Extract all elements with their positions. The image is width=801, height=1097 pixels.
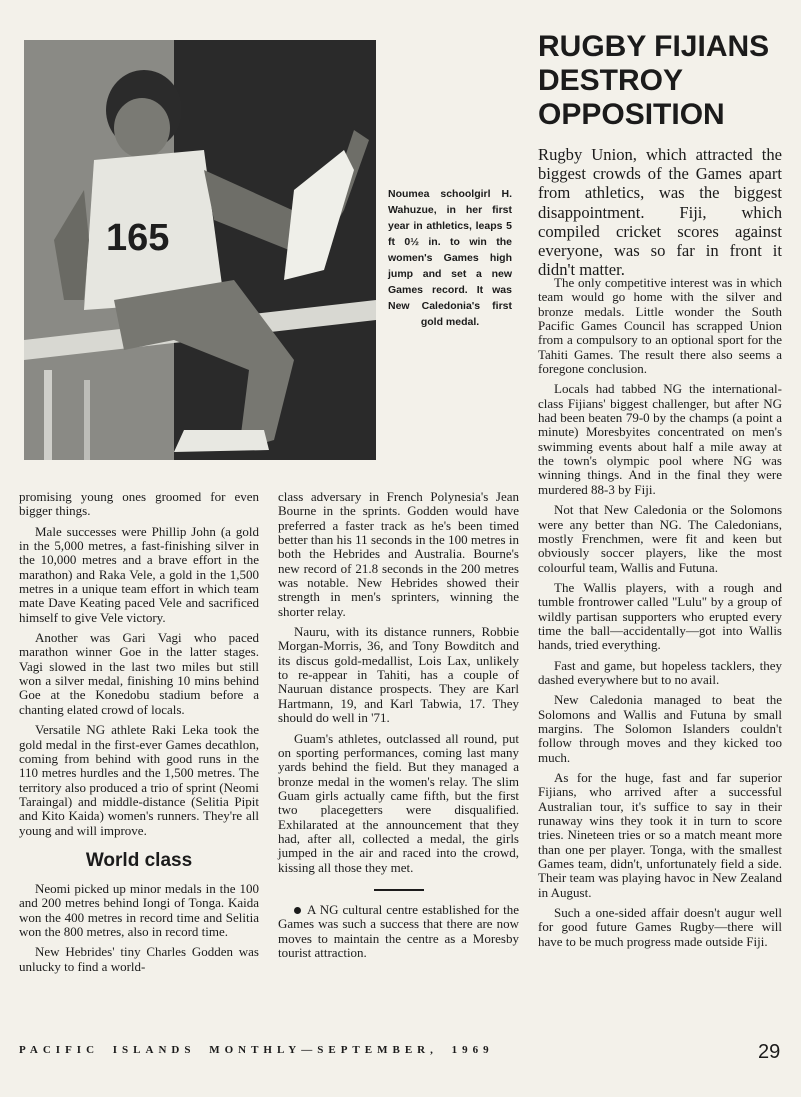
bullet-icon	[294, 907, 301, 914]
paragraph: Versatile NG athlete Raki Leka took the gold medal in the first-ever Games decathlon, coming from behind with good runs in the 110 metres hurdles and the 1,500 metres. The territory also produced a trio of sprint (Neomi Taraingal) and middle-distance (Selitia Pipit and Kito Kaida) women's runners. They're all young and will improve.	[19, 722, 259, 838]
athlete-photo	[24, 40, 376, 460]
paragraph: class adversary in French Polynesia's Jean Bourne in the sprints. Godden would have preferred a faster track as he's been timed better than his 11 seconds in the 100 metres in both the Hebrides and Australia. Bourne's new record of 21.8 seconds in the 200 metres was notable. New Hebrides showed their strength in men's sprinters, winning the shorter relay.	[278, 489, 519, 619]
page-number: 29	[758, 1041, 781, 1063]
paragraph: Locals had tabbed NG the international-class Fijians' biggest challenger, but after NG had been beaten 79-0 by the champs (a point a minute) Moresbyites concentrated on men's swimming events about half a mile away at the town's olympic pool where NG was winning things. And in the final they were murdered 88-3 by Fiji.	[538, 381, 782, 497]
high-jump-photo-image	[24, 40, 376, 460]
paragraph: As for the huge, fast and far superior Fijians, who arrived after a successful Australian tour, it's suffice to say in their runaway wins they took it in turn to score tries. Nineteen tries or so a match meant more than one per player. Tonga, with the smallest Games team, didn't, unfortunately field a side. Their team was playing havoc in New Zealand in August.	[538, 770, 782, 900]
column-2	[278, 490, 519, 966]
paragraph: Male successes were Phillip John (a gold in the 5,000 metres, a fast-finishing silver in the 10,000 metres and a brave effort in the marathon) and Raka Vele, a gold in the 1,500 metres in a unique team effort in which team mate Dave Keating paced Vele and sacrificed himself to give Vele victory.	[19, 523, 259, 625]
column-3	[538, 276, 782, 955]
headline: RUGBY FIJIANS DESTROY OPPOSITION	[538, 30, 770, 131]
paragraph: New Caledonia managed to beat the Solomons and Wallis and Futuna by small margins. The Solomon Islanders couldn't follow through moves and they kicked too much.	[538, 692, 782, 765]
paragraph: Nauru, with its distance runners, Robbie Morgan-Morris, 36, and Tony Bowditch and its discus gold-medallist, Lois Lax, unlikely to re-appear in Tahiti, has a couple of Nauruan distance prospects. They are Karl Hartmann, 19, and Karl Tabwia, 17. They should do well in '71.	[278, 624, 519, 726]
section-divider	[374, 889, 424, 891]
running-footer: PACIFIC ISLANDS MONTHLY—SEPTEMBER, 1969	[19, 1044, 494, 1056]
paragraph: Fast and game, but hopeless tacklers, they dashed everywhere but to no avail.	[538, 657, 782, 687]
subheading: World class	[85, 849, 193, 871]
bib-number: 165	[106, 217, 170, 259]
paragraph: The only competitive interest was in which team would go home with the silver and bronze medals. Little wonder the South Pacific Games Council has scrapped Union from a compulsory to an optional sport for the Tahiti Games. The result there also seems a foregone conclusion.	[538, 275, 782, 377]
paragraph: promising young ones groomed for even bigger things.	[19, 489, 259, 519]
paragraph: Such a one-sided affair doesn't augur well for good future Games Rugby—there will have to be much progress made outside Fiji.	[538, 905, 782, 949]
bullet-paragraph	[278, 903, 519, 960]
paragraph: The Wallis players, with a rough and tumble frontrower called "Lulu" by a group of wildly partisan supporters who erupted every time the ball—accidentally—got into Wallis hands, tried everything.	[538, 579, 782, 653]
paragraph: Another was Gari Vagi who paced marathon winner Goe in the latter stages. Vagi slowed in the last two miles but still won a silver medal, finishing 10 mins behind Goe at the Konedobu stadium before a chanting elated crowd of locals.	[19, 630, 259, 717]
column-1	[19, 490, 259, 980]
paragraph: Guam's athletes, outclassed all round, put on sporting performances, coming last many yards behind the field. But they managed a bronze medal in the women's relay. The slim Guam girls actually came fifth, but the first two placegetters were disqualified. Exhilarated at the announcement that they had, after all, collected a medal, the girls jumped in the air and raced into the crowd, kissing all those they met.	[278, 730, 519, 875]
paragraph: Neomi picked up minor medals in the 100 and 200 metres behind Iongi of Tonga. Kaida won the 400 metres in record time and Selitia won the 800 metres, also in record time.	[19, 880, 259, 939]
paragraph: Not that New Caledonia or the Solomons were any better than NG. The Caledonians, mostly Frenchmen, were fit and keen but obviously soccer players, like the most colourful team, Wallis and Futuna.	[538, 502, 782, 575]
standfirst: Rugby Union, which attracted the biggest crowds of the Games apart from athletics, was the biggest disappointment. Fiji, which compiled cricket scores against everyone, was so far in front it didn't matter.	[538, 145, 782, 280]
paragraph: New Hebrides' tiny Charles Godden was unlucky to find a world-	[19, 944, 259, 974]
photo-caption: Noumea schoolgirl H. Wahuzue, in her first year in athletics, leaps 5 ft 0½ in. to win the women's Games high jump and set a new Games record. It was New Caledonia's first gold medal.	[388, 188, 512, 328]
paragraph-text: A NG cultural centre established for the Games was such a success that there are now moves to maintain the centre as a Moresby tourist attraction.	[278, 901, 519, 960]
